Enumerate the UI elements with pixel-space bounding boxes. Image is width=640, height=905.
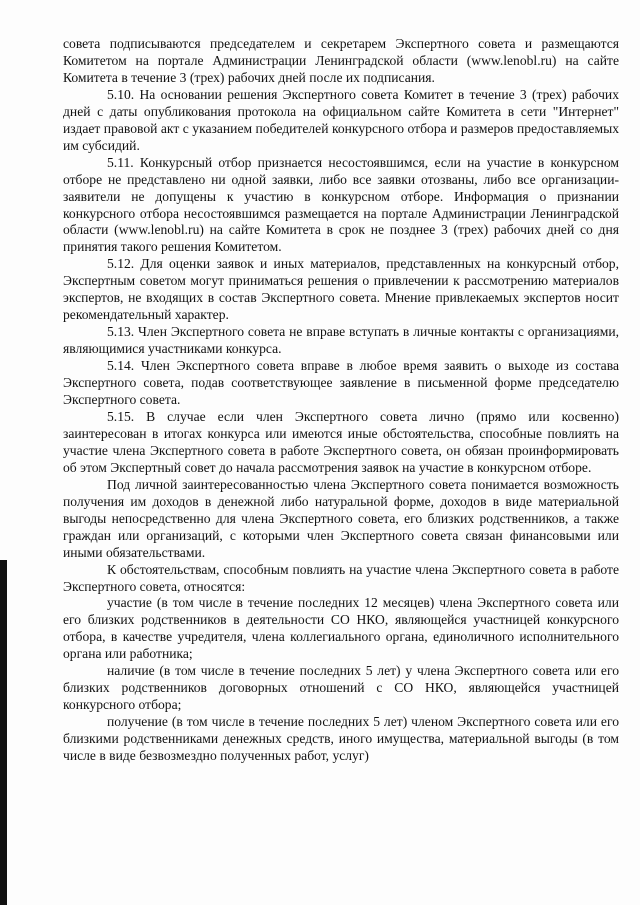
paragraph-continuation: совета подписываются председателем и секретарем Экспертного совета и размещаются Комитетом на портале Администрации Ленинградской области (www.lenobl.ru) на сайте Комитета в течение 3 (трех) рабочих дней после их подписания.: [63, 36, 619, 85]
document-body: [63, 36, 619, 765]
paragraph-5-13: 5.13. Член Экспертного совета не вправе вступать в личные контакты с организациями, являющимися участниками конкурса.: [63, 324, 619, 357]
paragraph-5-10: 5.10. На основании решения Экспертного совета Комитет в течение 3 (трех) рабочих дней с даты опубликования протокола на официальном сайте Комитета в сети "Интернет" издает правовой акт с указанием победителей конкурсного отбора и размеров предоставляемых им субсидий.: [63, 86, 619, 153]
paragraph-receipt: получение (в том числе в течение последних 5 лет) членом Экспертного совета или его близкими родственниками денежных средств, иного имущества, материальной выгоды (в том числе в виде безвозмездно полученных работ, услуг): [63, 714, 619, 764]
paragraph-contracts: наличие (в том числе в течение последних 5 лет) у члена Экспертного совета или его близких родственников договорных отношений с СО НКО, являющейся участницей конкурсного отбора;: [63, 663, 619, 713]
scan-edge-shadow: [0, 560, 7, 905]
paragraph-personal-interest: Под личной заинтересованностью члена Экспертного совета понимается возможность получения им доходов в денежной либо натуральной форме, доходов в виде материальной выгоды непосредственно для члена Экспертного совета, его близких родственников, а также граждан или организаций, с которыми член Экспертного совета связан финансовыми или иными обязательствами.: [63, 476, 619, 560]
paragraph-5-11: 5.11. Конкурсный отбор признается несостоявшимся, если на участие в конкурсном отборе не представлено ни одной заявки, либо все заявки отозваны, либо все организации-заявители не допущены к участию в конкурсном отборе. Информация о признании конкурсного отбора несостоявшимся размещается на портале Администрации Ленинградской области (www.lenobl.ru) на сайте Комитета в срок не позднее 3 (трех) рабочих дней со дня принятия такого решения Комитетом.: [63, 154, 619, 255]
paragraph-5-12: 5.12. Для оценки заявок и иных материалов, представленных на конкурсный отбор, Экспертным советом могут приниматься решения о привлечении к рассмотрению материалов экспертов, не входящих в состав Экспертного совета. Мнение привлекаемых экспертов носит рекомендательный характер.: [63, 256, 619, 323]
paragraph-circumstances: К обстоятельствам, способным повлиять на участие члена Экспертного совета в работе Экспертного совета, относятся:: [63, 561, 619, 594]
paragraph-5-15: 5.15. В случае если член Экспертного совета лично (прямо или косвенно) заинтересован в итогах конкурса или имеются иные обстоятельства, способные повлиять на участие члена Экспертного совета в работе Экспертного совета, он обязан проинформировать об этом Экспертный совет до начала рассмотрения заявок на участие в конкурсном отборе.: [63, 408, 619, 475]
paragraph-5-14: 5.14. Член Экспертного совета вправе в любое время заявить о выходе из состава Экспертного совета, подав соответствующее заявление в письменной форме председателю Экспертного совета.: [63, 358, 619, 408]
paragraph-participation: участие (в том числе в течение последних 12 месяцев) члена Экспертного совета или его близких родственников в деятельности СО НКО, являющейся участницей конкурсного отбора, в качестве учредителя, члена коллегиального органа, единоличного исполнительного органа или работника;: [63, 595, 619, 662]
